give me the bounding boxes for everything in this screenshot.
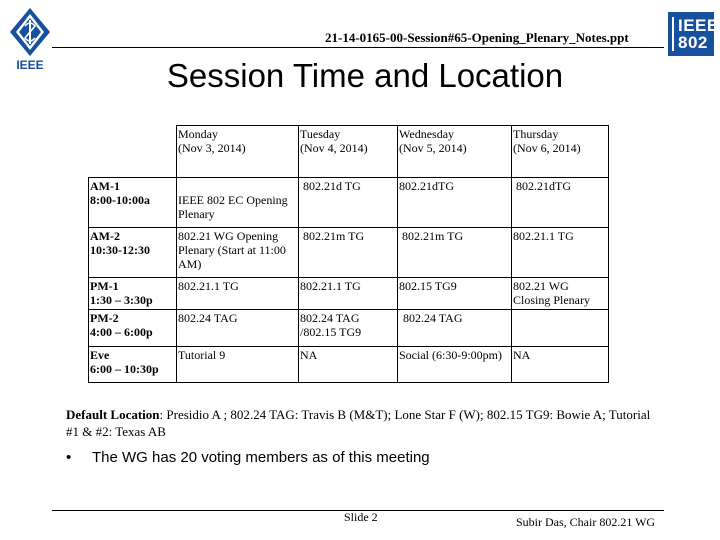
table-cell: 802.21 WG Closing Plenary — [512, 278, 609, 310]
table-cell: 802.24 TAG — [177, 310, 299, 347]
table-cell: NA — [512, 347, 609, 383]
logo-bar — [672, 17, 674, 51]
column-header: Tuesday (Nov 4, 2014) — [299, 126, 398, 178]
default-location-label: Default Location — [66, 407, 160, 422]
time-slot-cell: AM-1 8:00-10:00a — [89, 178, 177, 228]
time-slot-cell: PM-1 1:30 – 3:30p — [89, 278, 177, 310]
slide-author: Subir Das, Chair 802.21 WG — [516, 515, 656, 529]
bullet-item — [66, 449, 430, 466]
header-divider — [52, 47, 664, 48]
bullet-glyph: • — [66, 449, 72, 466]
column-header: Monday (Nov 3, 2014) — [177, 126, 299, 178]
table-cell: 802.15 TG9 — [398, 278, 512, 310]
ieee-802-logo-line1: IEEE — [678, 16, 719, 35]
table-cell: 802.21d TG — [299, 178, 398, 228]
table-header-row — [89, 126, 609, 178]
table-cell: 802.21m TG — [299, 228, 398, 278]
table-cell: 802.21 WG Opening Plenary (Start at 11:00 AM) — [177, 228, 299, 278]
bullet-text: The WG has 20 voting members as of this meeting — [92, 449, 430, 466]
table-cell: 802.24 TAG — [398, 310, 512, 347]
time-slot-cell: Eve 6:00 – 10:30p — [89, 347, 177, 383]
time-slot-cell: AM-2 10:30-12:30 — [89, 228, 177, 278]
table-corner-cell — [89, 126, 177, 178]
table-cell: 802.21m TG — [398, 228, 512, 278]
table-cell — [512, 310, 609, 347]
column-header: Wednesday (Nov 5, 2014) — [398, 126, 512, 178]
table-cell: 802.21dTG — [398, 178, 512, 228]
table-cell: 802.21dTG — [512, 178, 609, 228]
ieee-logo-text: IEEE — [16, 58, 44, 72]
table-cell: Tutorial 9 — [177, 347, 299, 383]
table-row — [89, 178, 609, 228]
slide-number: Slide 2 — [344, 510, 378, 524]
document-id: 21-14-0165-00-Session#65-Opening_Plenary_Notes.ppt — [325, 30, 629, 45]
table-row — [89, 278, 609, 310]
table-row — [89, 310, 609, 347]
default-location-note — [66, 406, 666, 440]
table-cell: 802.21.1 TG — [299, 278, 398, 310]
table-row — [89, 228, 609, 278]
time-slot-cell: PM-2 4:00 – 6:00p — [89, 310, 177, 347]
schedule-table — [88, 125, 609, 383]
table-cell: NA — [299, 347, 398, 383]
table-cell: IEEE 802 EC Opening Plenary — [177, 178, 299, 228]
ieee-802-logo — [668, 12, 719, 56]
slide-title: Session Time and Location — [166, 57, 564, 94]
table-cell: 802.21.1 TG — [177, 278, 299, 310]
ieee-802-logo-line2: 802 — [678, 33, 708, 52]
table-row — [89, 347, 609, 383]
default-location-text: : Presidio A ; 802.24 TAG: Travis B (M&T); Lone Star F (W); 802.15 TG9: Bowie A; Tutorial #1 & #2: Texas AB — [66, 407, 651, 439]
table-cell: 802.21.1 TG — [512, 228, 609, 278]
column-header: Thursday (Nov 6, 2014) — [512, 126, 609, 178]
table-cell: 802.24 TAG /802.15 TG9 — [299, 310, 398, 347]
table-cell: Social (6:30-9:00pm) — [398, 347, 512, 383]
